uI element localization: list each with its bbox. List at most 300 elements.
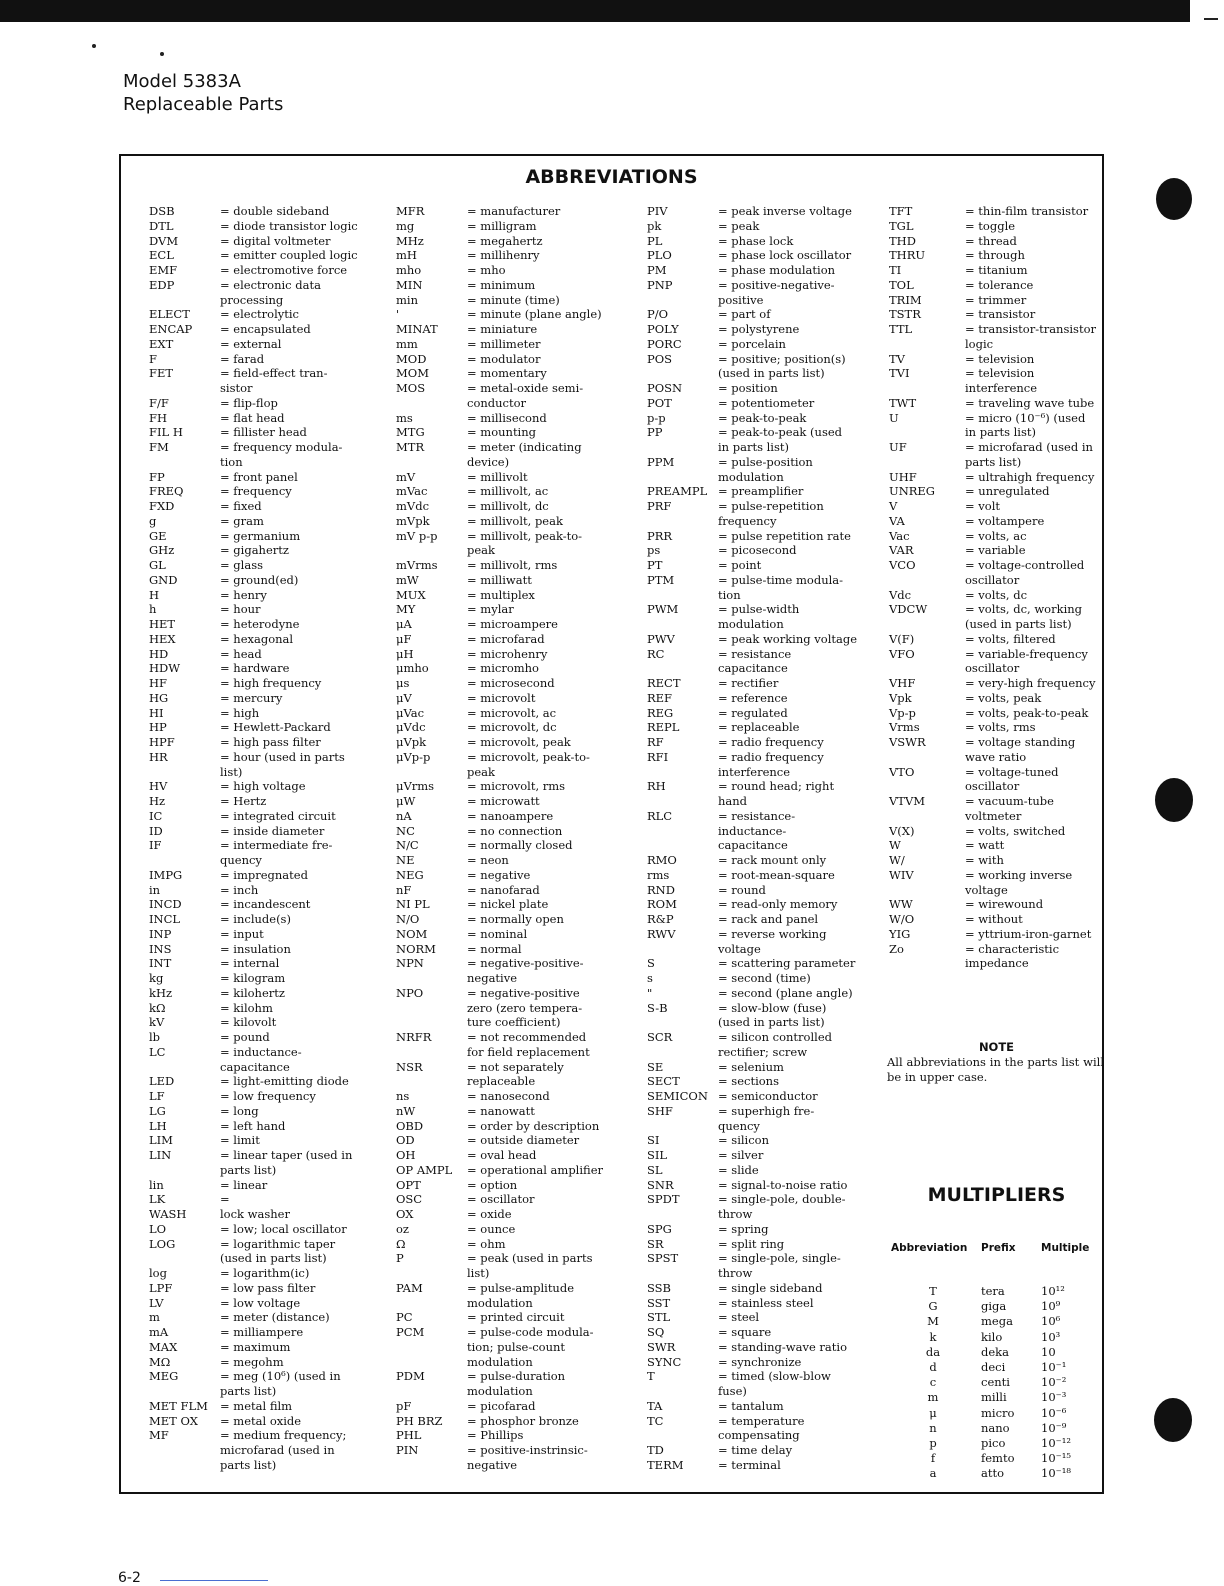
abbrev-code: W/ [889, 853, 905, 867]
abbrev-entry [889, 307, 1104, 322]
abbrev-entry [889, 824, 1104, 839]
abbrev-code: kHz [149, 985, 173, 1000]
abbrev-definition: = normal [465, 942, 632, 957]
abbrev-code: MF [149, 1428, 169, 1443]
abbrev-entry [149, 204, 385, 219]
abbrev-code: ELECT [149, 307, 190, 322]
abbrev-column [647, 204, 887, 1473]
abbrev-definition: = encapsulated [218, 322, 385, 337]
abbrev-code: SCR [647, 1030, 673, 1044]
abbrev-code: LV [149, 1295, 164, 1310]
abbrev-code: HET [149, 617, 176, 631]
abbrev-definition: = millivolt, dc [465, 499, 632, 514]
abbrev-definition: = microvolt [465, 691, 632, 706]
abbrev-definition: = meg (10⁶) (used in parts list) [218, 1369, 385, 1399]
abbrev-definition: = peak working voltage [716, 632, 887, 647]
abbrev-code: LO [149, 1221, 167, 1236]
abbrev-code: N/C [396, 838, 419, 853]
abbrev-entry [396, 484, 632, 499]
abbrev-code: SR [647, 1236, 664, 1251]
abbrev-definition: = insulation [218, 942, 385, 957]
abbrev-code: RND [647, 882, 675, 897]
abbrev-entry [149, 1178, 385, 1193]
abbrev-code: Ω [396, 1236, 406, 1251]
abbrev-entry [889, 529, 1104, 544]
abbrev-code: TC [647, 1413, 664, 1428]
mult-abbreviation: da [925, 1344, 941, 1359]
abbrev-entry [647, 647, 887, 677]
abbrev-definition: = external [218, 337, 385, 352]
abbrev-code: GE [149, 528, 167, 543]
abbrev-code: TI [889, 263, 902, 277]
abbrev-definition: = megohm [218, 1355, 385, 1370]
abbrev-code: TVI [889, 366, 910, 381]
multiplier-row [891, 1360, 1103, 1375]
abbrev-definition: = microvolt, peak-to- peak [465, 750, 632, 780]
abbrev-code: PT [647, 558, 663, 572]
abbrev-definition: = fillister head [218, 425, 385, 440]
abbrev-definition: = option [465, 1178, 632, 1193]
abbrev-entry [647, 1074, 887, 1089]
abbrev-entry [396, 1104, 632, 1119]
mult-prefix: atto [981, 1466, 1005, 1481]
abbrev-code: F/F [149, 395, 169, 410]
abbrev-entry [149, 219, 385, 234]
abbrev-entry [396, 352, 632, 367]
abbrev-code: S [647, 956, 655, 971]
mult-multiple: 10⁻⁶ [1041, 1405, 1067, 1420]
abbrev-entry [396, 1119, 632, 1134]
abbrev-code: Vdc [889, 587, 912, 602]
abbrev-definition: = micromho [465, 661, 632, 676]
abbrev-code: μs [396, 676, 410, 690]
abbrev-definition: = semiconductor [716, 1089, 887, 1104]
abbrev-entry [396, 735, 632, 750]
abbrev-entry [149, 1369, 385, 1399]
abbrev-code: MET FLM [149, 1398, 208, 1413]
abbrev-code: V [889, 499, 898, 513]
abbrev-entry [647, 278, 887, 308]
abbrev-entry [149, 307, 385, 322]
abbrev-entry [647, 1222, 887, 1237]
abbrev-code: SQ [647, 1325, 665, 1339]
abbrev-entry [396, 470, 632, 485]
abbrev-definition: = millivolt, peak-to- peak [465, 529, 632, 559]
mult-multiple: 10¹² [1041, 1284, 1065, 1298]
multiplier-row [891, 1345, 1103, 1360]
abbrev-code: μF [396, 631, 412, 646]
mult-prefix: centi [981, 1375, 1010, 1390]
abbrev-entry [149, 470, 385, 485]
abbrev-definition: = nanoampere [465, 809, 632, 824]
abbrev-code: log [149, 1266, 167, 1280]
abbrev-entry [647, 1458, 887, 1473]
page-header [123, 70, 283, 116]
abbrev-entry [149, 1192, 385, 1222]
abbrev-entry [889, 735, 1104, 765]
abbrev-entry [647, 1296, 887, 1311]
abbrev-definition: = silicon [716, 1133, 887, 1148]
abbrev-entry [149, 602, 385, 617]
abbrev-entry [647, 411, 887, 426]
abbrev-entry [889, 706, 1104, 721]
abbrev-definition: = internal [218, 956, 385, 971]
abbrev-code: INS [149, 941, 172, 956]
abbrev-definition: = milliwatt [465, 573, 632, 588]
abbrev-code: INT [149, 956, 172, 971]
abbrev-entry [149, 1030, 385, 1045]
abbrev-entry [396, 897, 632, 912]
abbrev-definition: = thread [963, 234, 1104, 249]
abbrev-entry [149, 883, 385, 898]
abbrev-entry [149, 735, 385, 750]
abbrev-entry [396, 750, 632, 780]
top-scan-bar [0, 0, 1190, 22]
abbrev-code: s [647, 971, 653, 985]
abbrev-entry [647, 735, 887, 750]
mult-multiple: 10⁶ [1041, 1314, 1061, 1329]
abbrev-entry [889, 853, 1104, 868]
abbrev-code: STL [647, 1310, 671, 1325]
abbrev-entry [889, 543, 1104, 558]
abbrev-entry [149, 484, 385, 499]
mult-prefix: giga [981, 1299, 1007, 1314]
abbrev-definition: = minute (plane angle) [465, 307, 632, 322]
abbrev-definition: = lock washer [218, 1192, 385, 1222]
abbrev-definition: = single-pole, double- throw [716, 1192, 887, 1222]
abbrev-code: RMO [647, 853, 677, 867]
abbrev-definition: = ground(ed) [218, 573, 385, 588]
abbrev-definition: = nominal [465, 927, 632, 942]
abbrev-entry [889, 868, 1104, 898]
mult-multiple: 10⁻⁹ [1041, 1420, 1067, 1435]
model-title: Model 5383A [123, 71, 241, 92]
abbrev-entry [149, 617, 385, 632]
abbrev-entry [889, 411, 1104, 441]
abbrev-code: NPN [396, 956, 424, 971]
abbrev-code: TRIM [889, 292, 922, 307]
abbrev-definition: = single-pole, single- throw [716, 1251, 887, 1281]
abbrev-entry [149, 263, 385, 278]
mult-abbreviation: f [930, 1451, 936, 1466]
abbrev-entry [647, 204, 887, 219]
abbrev-entry [396, 263, 632, 278]
abbrev-code: kΩ [149, 1000, 166, 1015]
abbrev-definition: = minimum [465, 278, 632, 293]
abbrev-definition: = microhenry [465, 647, 632, 662]
abbrev-definition: = resistance- inductance- capacitance [716, 809, 887, 853]
abbrev-code: PP [647, 425, 663, 440]
abbrev-entry [647, 1060, 887, 1075]
abbrev-code: mW [396, 572, 419, 587]
abbrev-code: HEX [149, 631, 176, 646]
abbrev-code: HG [149, 690, 169, 705]
mult-prefix: pico [981, 1436, 1006, 1451]
abbrev-entry [889, 897, 1104, 912]
abbrev-definition: = peak inverse voltage [716, 204, 887, 219]
binder-hole [1154, 1398, 1192, 1442]
abbrev-definition: = flat head [218, 411, 385, 426]
abbrev-entry [647, 1355, 887, 1370]
abbrev-code: EMF [149, 263, 178, 277]
abbrev-code: NE [396, 853, 415, 867]
abbrev-entry [889, 514, 1104, 529]
abbrev-code: SHF [647, 1103, 673, 1118]
abbrev-code: RH [647, 779, 666, 794]
abbrev-code: μVp-p [396, 749, 431, 764]
abbrev-definition: = phase lock [716, 234, 887, 249]
abbrev-definition: = nanosecond [465, 1089, 632, 1104]
abbrev-definition: = synchronize [716, 1355, 887, 1370]
abbrev-code: P/O [647, 307, 669, 322]
abbrev-entry [647, 632, 887, 647]
abbrev-code: HF [149, 676, 168, 690]
abbrev-definition: = kilogram [218, 971, 385, 986]
abbrev-code: TGL [889, 218, 914, 233]
abbrev-entry [396, 868, 632, 883]
abbrev-definition: = oscillator [465, 1192, 632, 1207]
abbrev-definition: = without [963, 912, 1104, 927]
abbrev-definition: = electromotive force [218, 263, 385, 278]
abbrev-code: LG [149, 1103, 166, 1118]
abbrev-definition: = potentiometer [716, 396, 887, 411]
abbrev-entry [396, 499, 632, 514]
abbrev-entry [396, 1414, 632, 1429]
abbrev-definition: = split ring [716, 1237, 887, 1252]
abbrev-definition: = metal film [218, 1399, 385, 1414]
abbrev-entry [396, 661, 632, 676]
abbrev-definition: = selenium [716, 1060, 887, 1075]
abbrev-entry [889, 293, 1104, 308]
abbrev-code: REF [647, 690, 673, 705]
abbrev-entry [889, 647, 1104, 677]
abbrev-code: kV [149, 1015, 165, 1030]
abbrev-entry [396, 219, 632, 234]
abbrev-definition: = inductance- capacitance [218, 1045, 385, 1075]
multiplier-row [891, 1314, 1103, 1329]
abbrev-code: PCM [396, 1325, 425, 1339]
abbrev-definition: = medium frequency; microfarad (used in parts list) [218, 1428, 385, 1472]
abbrev-entry [396, 573, 632, 588]
abbrev-entry [647, 809, 887, 853]
abbrev-entry [647, 1340, 887, 1355]
abbrev-code: INCD [149, 897, 182, 912]
abbrev-code: ROM [647, 897, 677, 912]
abbrev-entry [889, 499, 1104, 514]
abbrev-definition: = second (time) [716, 971, 887, 986]
abbrev-entry [149, 1015, 385, 1030]
abbrev-entry [647, 573, 887, 603]
abbrev-definition: = unregulated [963, 484, 1104, 499]
abbrev-entry [149, 1310, 385, 1325]
abbrev-code: mVac [396, 484, 428, 499]
mult-abbreviation: G [928, 1299, 938, 1314]
abbrev-definition: = through [963, 248, 1104, 263]
abbrev-definition: = peak [716, 219, 887, 234]
abbrev-definition: = Phillips [465, 1428, 632, 1443]
abbrev-entry [396, 411, 632, 426]
abbrev-entry [889, 278, 1104, 293]
abbrev-entry [647, 1414, 887, 1444]
abbrev-definition: = tolerance [963, 278, 1104, 293]
abbrev-definition: = frequency modula- tion [218, 440, 385, 470]
abbrev-definition: = voltage-controlled oscillator [963, 558, 1104, 588]
abbrev-definition: = scattering parameter [716, 956, 887, 971]
abbrev-definition: = oxide [465, 1207, 632, 1222]
abbrev-code: HPF [149, 735, 175, 749]
multiplier-row [891, 1421, 1103, 1436]
mult-prefix: femto [981, 1451, 1015, 1466]
abbrev-definition: = operational amplifier [465, 1163, 632, 1178]
abbrev-entry [396, 588, 632, 603]
abbrev-definition: = hour (used in parts list) [218, 750, 385, 780]
abbrev-code: PWV [647, 631, 675, 646]
abbrev-entry [149, 838, 385, 868]
abbrev-entry [647, 219, 887, 234]
abbrev-definition: = spring [716, 1222, 887, 1237]
abbrev-code: kg [149, 971, 164, 985]
abbrev-definition: = rack mount only [716, 853, 887, 868]
abbrev-code: μV [396, 690, 412, 705]
abbrev-definition: = microwatt [465, 794, 632, 809]
abbrev-entry [396, 440, 632, 470]
abbrev-definition: = microfarad (used in parts list) [963, 440, 1104, 470]
abbrev-definition: = Hertz [218, 794, 385, 809]
abbrev-definition: = outside diameter [465, 1133, 632, 1148]
abbrev-entry [647, 425, 887, 455]
abbrev-definition: = high pass filter [218, 735, 385, 750]
abbrev-entry [647, 529, 887, 544]
abbrev-definition: = inch [218, 883, 385, 898]
abbrev-code: SI [647, 1133, 660, 1148]
abbrev-entry [396, 676, 632, 691]
abbrev-definition: = read-only memory [716, 897, 887, 912]
abbrev-entry [396, 1369, 632, 1399]
abbrev-code: NORM [396, 941, 436, 956]
abbrev-entry [647, 750, 887, 780]
abbrev-code: GND [149, 572, 178, 587]
abbrev-definition: = integrated circuit [218, 809, 385, 824]
abbrev-code: HP [149, 720, 167, 735]
abbrev-entry [149, 558, 385, 573]
abbrev-code: SEMICON [647, 1089, 708, 1103]
abbrev-code: WW [889, 897, 913, 912]
abbrev-code: WIV [889, 867, 914, 882]
multiplier-row [891, 1406, 1103, 1421]
abbrev-definition: = working inverse voltage [963, 868, 1104, 898]
abbrev-definition: = traveling wave tube [963, 396, 1104, 411]
abbrev-definition: = volts, dc [963, 588, 1104, 603]
abbrev-code: MTR [396, 440, 425, 454]
abbrev-entry [149, 956, 385, 971]
abbrev-definition: = round [716, 883, 887, 898]
abbrev-entry [396, 529, 632, 559]
mult-multiple: 10⁻² [1041, 1375, 1067, 1390]
abbrev-definition: = preamplifier [716, 484, 887, 499]
abbrev-code: FP [149, 469, 165, 484]
abbrev-code: HDW [149, 661, 181, 676]
abbrev-entry [396, 248, 632, 263]
abbrev-definition: = millimeter [465, 337, 632, 352]
abbrev-definition: = field-effect tran- sistor [218, 366, 385, 396]
abbrev-entry [889, 248, 1104, 263]
abbrev-definition: = include(s) [218, 912, 385, 927]
abbrev-entry [149, 1148, 385, 1178]
abbrev-definition: = variable [963, 543, 1104, 558]
abbrev-definition: = peak-to-peak (used in parts list) [716, 425, 887, 455]
abbrev-code: MHz [396, 233, 424, 248]
abbrev-definition: = steel [716, 1310, 887, 1325]
abbrev-definition: = terminal [716, 1458, 887, 1473]
abbrev-definition: = volts, peak-to-peak [963, 706, 1104, 721]
abbrev-entry [396, 1133, 632, 1148]
abbrev-code: SECT [647, 1074, 680, 1089]
abbrev-definition: = radio frequency [716, 735, 887, 750]
abbrev-code: FIL H [149, 425, 183, 440]
abbrev-definition: = pulse-time modula- tion [716, 573, 887, 603]
abbrev-definition: = head [218, 647, 385, 662]
abbrev-definition: = silicon controlled rectifier; screw [716, 1030, 887, 1060]
abbrev-entry [889, 588, 1104, 603]
abbrev-code: LC [149, 1044, 166, 1059]
abbrev-entry [647, 927, 887, 957]
abbrev-code: μVac [396, 705, 425, 720]
abbrev-definition: = nanofarad [465, 883, 632, 898]
abbrev-entry [149, 1222, 385, 1237]
abbrev-code: SNR [647, 1177, 674, 1192]
abbrev-code: DSB [149, 204, 175, 218]
abbrev-entry [149, 1281, 385, 1296]
abbrev-code: ENCAP [149, 322, 193, 336]
abbrev-definition: = electronic data processing [218, 278, 385, 308]
abbrev-definition: = microfarad [465, 632, 632, 647]
abbrev-definition: = kilohertz [218, 986, 385, 1001]
abbrev-definition: = kilovolt [218, 1015, 385, 1030]
mult-multiple: 10⁻¹⁵ [1041, 1451, 1071, 1466]
abbrev-code: Vpk [889, 690, 912, 705]
abbrev-code: VTO [889, 764, 915, 779]
abbrev-code: OBD [396, 1118, 424, 1133]
abbrev-definition: = pulse-width modulation [716, 602, 887, 632]
abbrev-entry [647, 248, 887, 263]
abbrev-code: RLC [647, 808, 673, 823]
abbrev-definition: = microvolt, rms [465, 779, 632, 794]
abbrev-code: FET [149, 366, 174, 381]
abbrev-entry [647, 883, 887, 898]
abbrev-definition: = hexagonal [218, 632, 385, 647]
abbrev-code: LED [149, 1074, 175, 1089]
abbrev-definition: = neon [465, 853, 632, 868]
abbrev-entry [149, 588, 385, 603]
mult-multiple: 10³ [1041, 1329, 1061, 1344]
abbrev-entry [647, 971, 887, 986]
abbrev-code: nF [396, 882, 412, 897]
abbrev-code: mV [396, 469, 416, 484]
abbrev-code: LK WASH [149, 1192, 187, 1221]
abbrev-entry [149, 897, 385, 912]
abbrev-definition: = nanowatt [465, 1104, 632, 1119]
abbrev-definition: = front panel [218, 470, 385, 485]
abbrev-definition: = characteristic impedance [963, 942, 1104, 972]
mult-abbreviation: p [929, 1436, 937, 1451]
abbrev-entry [149, 1266, 385, 1281]
abbrev-entry [149, 824, 385, 839]
abbrev-code: Hz [149, 794, 166, 808]
abbrev-code: PAM [396, 1280, 423, 1295]
abbrev-definition: = mylar [465, 602, 632, 617]
abbrev-entry [149, 411, 385, 426]
abbrev-definition: = high [218, 706, 385, 721]
